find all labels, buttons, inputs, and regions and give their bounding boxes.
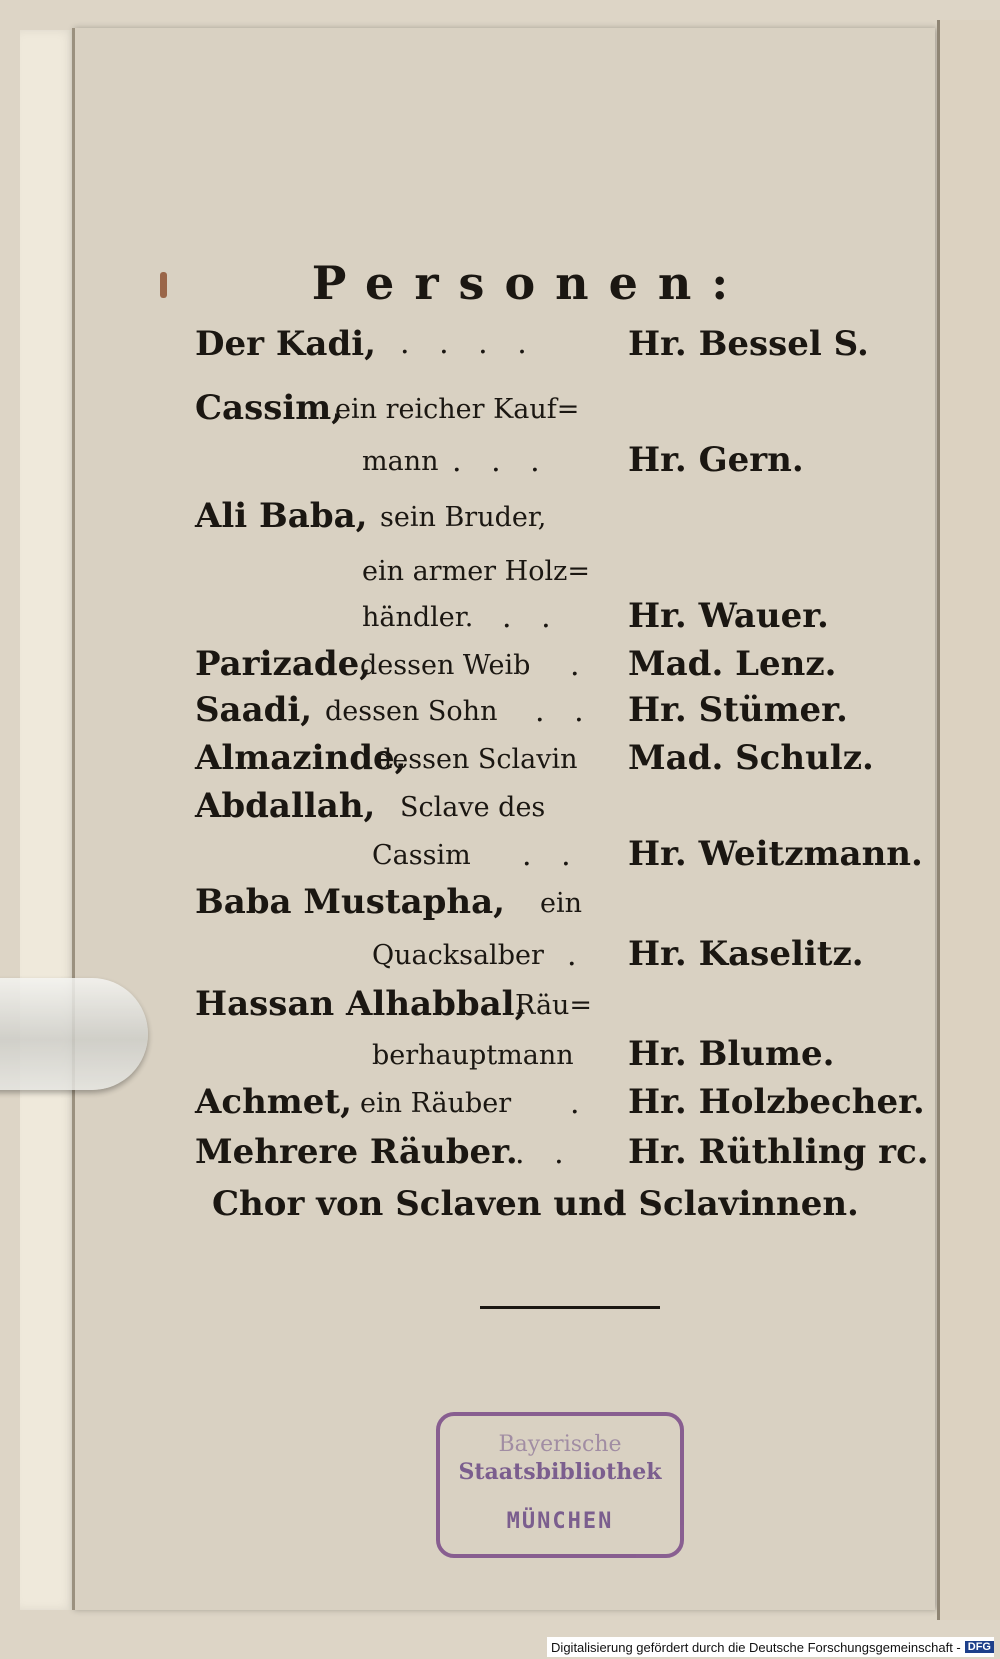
dot-leader: . bbox=[570, 648, 590, 683]
actor-name: Hr. Stümer. bbox=[628, 690, 848, 730]
role-description: berhauptmann bbox=[372, 1040, 574, 1071]
role-name: Baba Mustapha, bbox=[195, 882, 506, 922]
actor-name: Hr. Bessel S. bbox=[628, 324, 869, 364]
role-description: sein Bruder, bbox=[380, 502, 547, 533]
dot-leader: . . bbox=[502, 600, 561, 635]
stamp-line: MÜNCHEN bbox=[506, 1509, 614, 1534]
role-description: mann bbox=[362, 446, 439, 477]
role-name: Hassan Alhabbal, bbox=[195, 984, 527, 1024]
role-name: Parizade, bbox=[195, 644, 372, 684]
chorus-line: Chor von Sclaven und Sclavinnen. bbox=[212, 1184, 859, 1224]
role-description: dessen Sclavin bbox=[375, 744, 578, 775]
role-description: Cassim bbox=[372, 840, 471, 871]
digitization-footer bbox=[547, 1637, 994, 1657]
stamp-line: Staatsbibliothek bbox=[458, 1459, 662, 1485]
actor-name: Hr. Holzbecher. bbox=[628, 1082, 925, 1122]
actor-name: Hr. Rüthling rc. bbox=[628, 1132, 929, 1172]
actor-name: Mad. Schulz. bbox=[628, 738, 874, 778]
role-name: Der Kadi, bbox=[195, 324, 376, 364]
actor-name: Hr. Weitzmann. bbox=[628, 834, 923, 874]
dot-leader: . bbox=[567, 938, 587, 973]
role-description: Quacksalber bbox=[372, 940, 544, 971]
actor-name: Hr. Kaselitz. bbox=[628, 934, 864, 974]
dot-leader: . . bbox=[535, 694, 594, 729]
role-description: ein bbox=[540, 888, 583, 919]
dot-leader: . . . bbox=[452, 444, 550, 479]
dot-leader: . . bbox=[522, 838, 581, 873]
footer-text: Digitalisierung gefördert durch die Deutsche Forschungsgemeinschaft - bbox=[551, 1639, 961, 1655]
stamp-line: Bayerische bbox=[498, 1432, 622, 1457]
dot-leader: . bbox=[570, 1086, 590, 1121]
closing-rule bbox=[480, 1306, 660, 1309]
role-name: Saadi, bbox=[195, 690, 313, 730]
role-description: ein Räuber bbox=[360, 1088, 512, 1119]
role-name: Abdallah, bbox=[195, 786, 376, 826]
role-name: Almazinde, bbox=[195, 738, 407, 778]
role-name: Ali Baba, bbox=[195, 496, 368, 536]
dot-leader: . . bbox=[515, 1136, 574, 1171]
role-description: ein armer Holz= bbox=[362, 556, 590, 587]
role-description: dessen Weib bbox=[360, 650, 531, 681]
role-description: dessen Sohn bbox=[325, 696, 498, 727]
role-description: Räu= bbox=[515, 990, 593, 1021]
actor-name: Hr. Blume. bbox=[628, 1034, 835, 1074]
dot-leader: . . . . bbox=[400, 326, 537, 361]
actor-name: Hr. Wauer. bbox=[628, 596, 829, 636]
page-title: Personen: bbox=[311, 256, 749, 310]
role-name: Achmet, bbox=[195, 1082, 352, 1122]
role-name: Mehrere Räuber. bbox=[195, 1132, 518, 1172]
actor-name: Hr. Gern. bbox=[628, 440, 804, 480]
page-clip bbox=[0, 978, 148, 1090]
role-description: Sclave des bbox=[400, 792, 546, 823]
role-description: händler. bbox=[362, 602, 474, 633]
role-name: Cassim, bbox=[195, 388, 344, 428]
library-stamp bbox=[436, 1412, 684, 1558]
dfg-logo-icon: DFG bbox=[965, 1641, 994, 1653]
role-description: ein reicher Kauf= bbox=[335, 394, 580, 425]
actor-name: Mad. Lenz. bbox=[628, 644, 837, 684]
